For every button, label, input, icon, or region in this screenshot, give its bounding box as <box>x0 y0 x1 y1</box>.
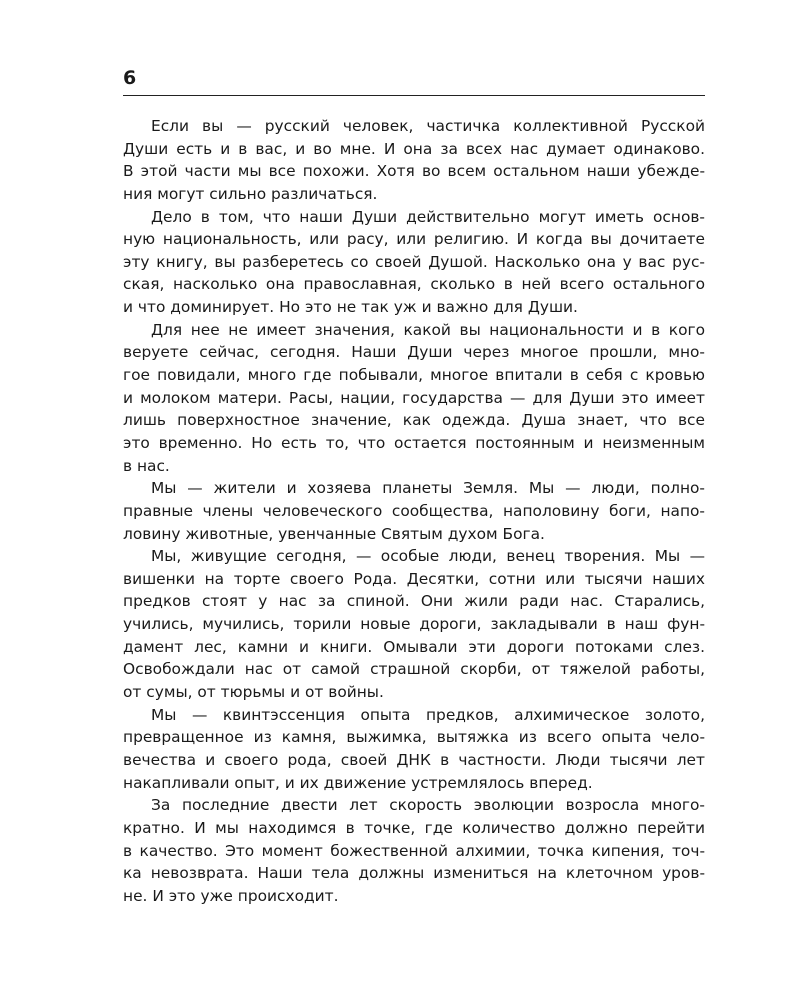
text-line: вишенки на торте своего Рода. Десятки, сотни или тысячи наших <box>123 569 705 588</box>
text-line: от сумы, от тюрьмы и от войны. <box>123 683 384 702</box>
text-line: лишь поверхностное значение, как одежда. Душа знает, что все <box>123 411 705 430</box>
text-line: Освобождали нас от самой страшной скорби, от тяжелой работы, <box>123 660 705 679</box>
text-line: дамент лес, камни и книги. Омывали эти дороги потоками слез. <box>123 637 705 656</box>
text-line: Для нее не имеет значения, какой вы национальности и в кого <box>151 320 705 339</box>
text-line: в качество. Это момент божественной алхимии, точка кипения, точ- <box>123 841 705 860</box>
text-line: Если вы — русский человек, частичка коллективной Русской <box>151 117 705 135</box>
text-line: вечества и своего рода, своей ДНК в частности. Люди тысячи лет <box>123 750 705 769</box>
text-line: Мы — жители и хозяева планеты Земля. Мы — люди, полно- <box>151 479 705 498</box>
text-line: Души есть и в вас, и во мне. И она за всех нас думает одинаково. <box>123 139 705 158</box>
text-line: ную национальность, или расу, или религию. И когда вы дочитаете <box>123 230 705 249</box>
text-line: предков стоят у нас за спиной. Они жили ради нас. Старались, <box>123 592 705 611</box>
text-line: и молоком матери. Расы, нации, государства — для Души это имеет <box>123 388 705 407</box>
text-line: кратно. И мы находимся в точке, где количество должно перейти <box>123 818 705 837</box>
text-line: Дело в том, что наши Души действительно могут иметь основ- <box>151 207 705 226</box>
text-line: накапливали опыт, и их движение устремлялось вперед. <box>123 773 593 792</box>
text-line: в нас. <box>123 456 170 475</box>
text-line: ская, насколько она православная, сколько в ней всего остального <box>123 275 705 294</box>
text-line: гое повидали, много где побывали, многое впитали в себя с кровью <box>123 366 705 385</box>
text-line: учились, мучились, торили новые дороги, закладывали в наш фун- <box>123 615 705 634</box>
text-line: В этой части мы все похожи. Хотя во всем остальном наши убежде- <box>123 162 705 181</box>
text-line: ка невозврата. Наши тела должны измениться на клеточном уров- <box>123 864 705 883</box>
text-line: ловину животные, увенчанные Святым духом Бога. <box>123 524 545 543</box>
text-line: ния могут сильно различаться. <box>123 184 378 203</box>
text-line: За последние двести лет скорость эволюции возросла много- <box>151 796 705 815</box>
text-line: и что доминирует. Но это не так уж и важно для Души. <box>123 298 578 317</box>
body-text <box>123 115 705 907</box>
header-divider <box>123 95 705 96</box>
page-number: 6 <box>123 67 137 89</box>
text-line: эту книгу, вы разберетесь со своей Душой. Насколько она у вас рус- <box>123 252 705 271</box>
text-line: превращенное из камня, выжимка, вытяжка из всего опыта чело- <box>123 728 705 747</box>
text-line: веруете сейчас, сегодня. Наши Души через многое прошли, мно- <box>123 343 705 362</box>
text-line: правные члены человеческого сообщества, наполовину боги, напо- <box>123 501 705 520</box>
text-line: Мы — квинтэссенция опыта предков, алхимическое золото, <box>151 705 705 724</box>
text-line: это временно. Но есть то, что остается постоянным и неизменным <box>123 433 705 452</box>
text-line: не. И это уже происходит. <box>123 886 339 905</box>
text-line: Мы, живущие сегодня, — особые люди, венец творения. Мы — <box>151 547 705 566</box>
